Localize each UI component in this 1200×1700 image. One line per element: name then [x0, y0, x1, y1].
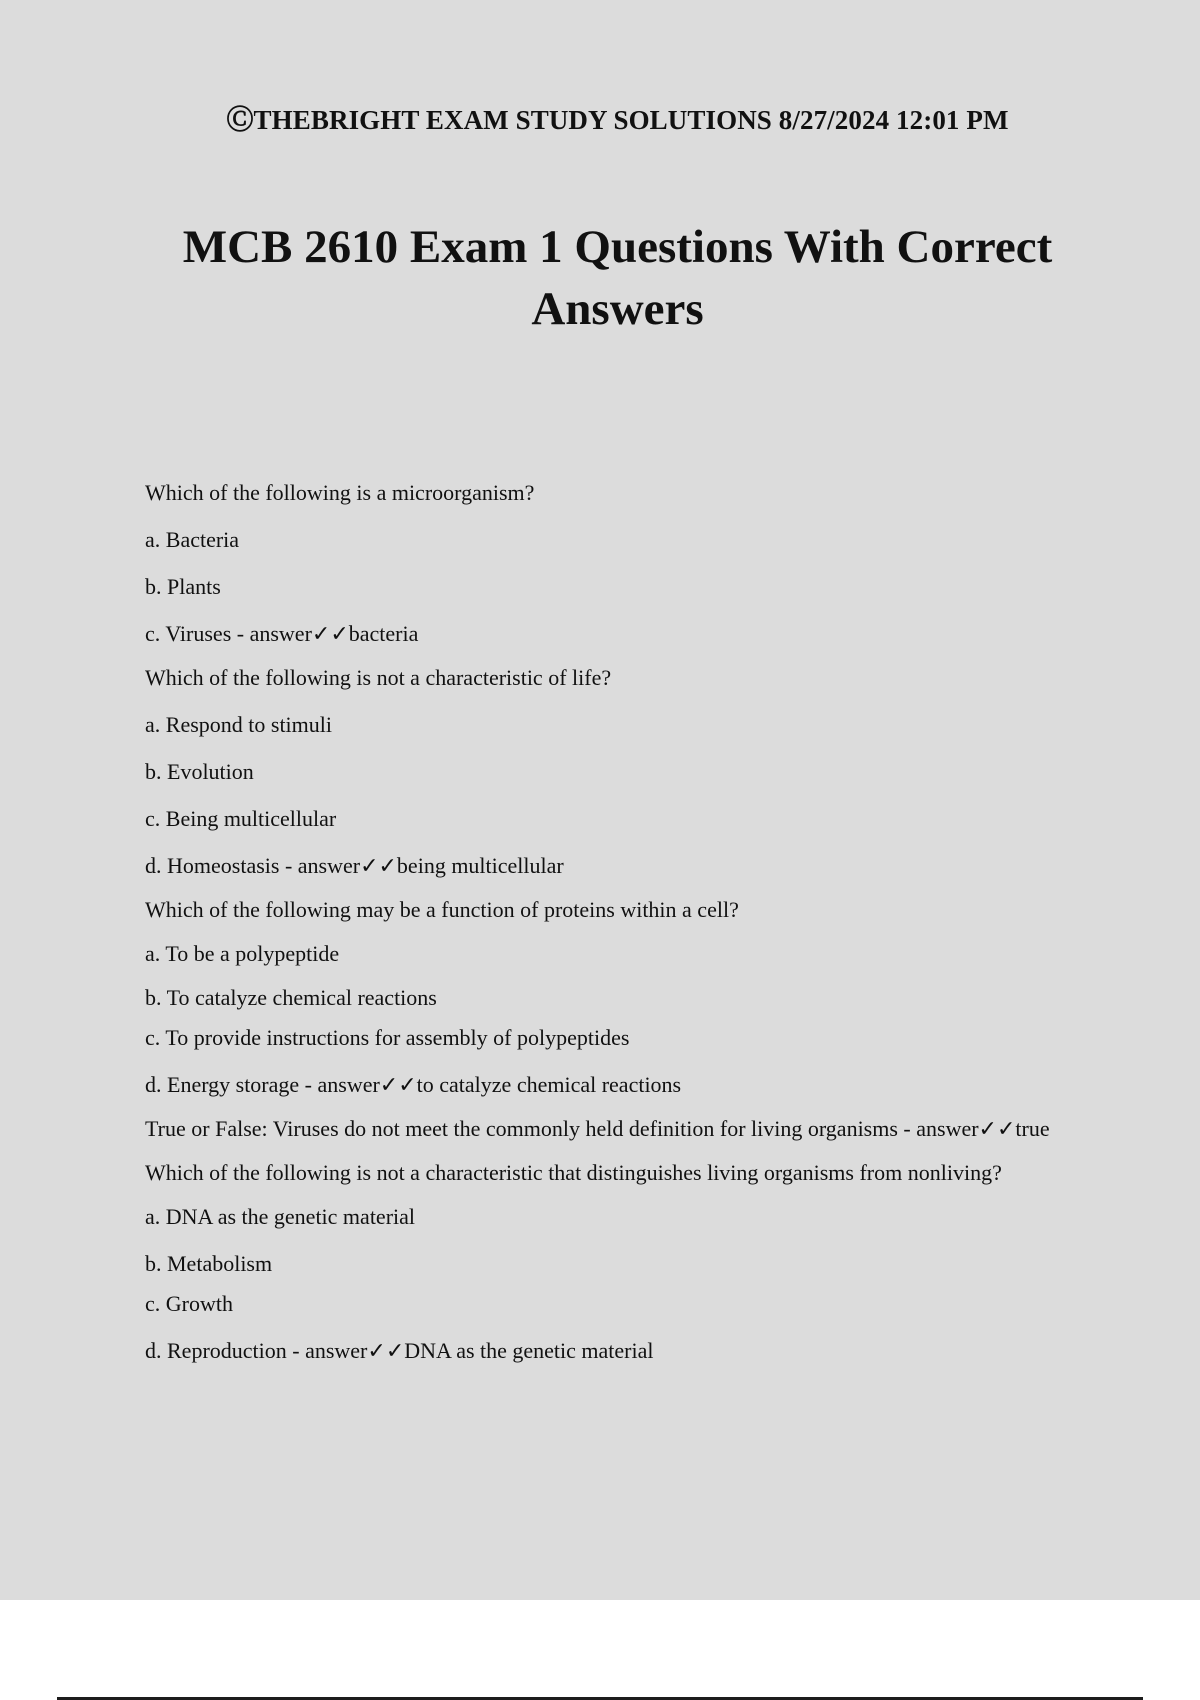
answer-option: d. Reproduction - answer✓✓DNA as the genetic material — [145, 1338, 654, 1363]
answer-option: b. Plants — [145, 574, 221, 599]
document-title: MCB 2610 Exam 1 Questions With Correct Answers — [182, 221, 1053, 335]
answer-option: b. Metabolism — [145, 1251, 273, 1276]
question-text: Which of the following is not a characteristic of life? — [145, 665, 612, 690]
answer-option: a. DNA as the genetic material — [145, 1204, 416, 1229]
answer-option: b. To catalyze chemical reactions — [145, 985, 437, 1010]
answer-option: c. Growth — [145, 1291, 233, 1316]
answer-option: a. Bacteria — [145, 527, 240, 552]
answer-option: a. To be a polypeptide — [145, 941, 340, 966]
answer-option: a. Respond to stimuli — [145, 712, 332, 737]
question-text: Which of the following is not a characteristic that distinguishes living organisms from nonliving? — [145, 1160, 1002, 1185]
answer-option: c. To provide instructions for assembly of polypeptides — [145, 1025, 630, 1050]
question-text: Which of the following is a microorganism? — [145, 480, 535, 505]
answer-option: b. Evolution — [145, 759, 254, 784]
question-text: Which of the following may be a function of proteins within a cell? — [145, 897, 739, 922]
question-list — [145, 477, 1105, 1367]
page-header: ⒸTHEBRIGHT EXAM STUDY SOLUTIONS 8/27/2024 12:01 PM — [226, 105, 1009, 135]
answer-option: d. Energy storage - answer✓✓to catalyze chemical reactions — [145, 1072, 682, 1097]
answer-option: d. Homeostasis - answer✓✓being multicellular — [145, 853, 564, 878]
answer-option: c. Being multicellular — [145, 806, 337, 831]
question-text: True or False: Viruses do not meet the commonly held definition for living organisms - answer✓✓true — [145, 1116, 1050, 1141]
answer-option: c. Viruses - answer✓✓bacteria — [145, 621, 419, 646]
